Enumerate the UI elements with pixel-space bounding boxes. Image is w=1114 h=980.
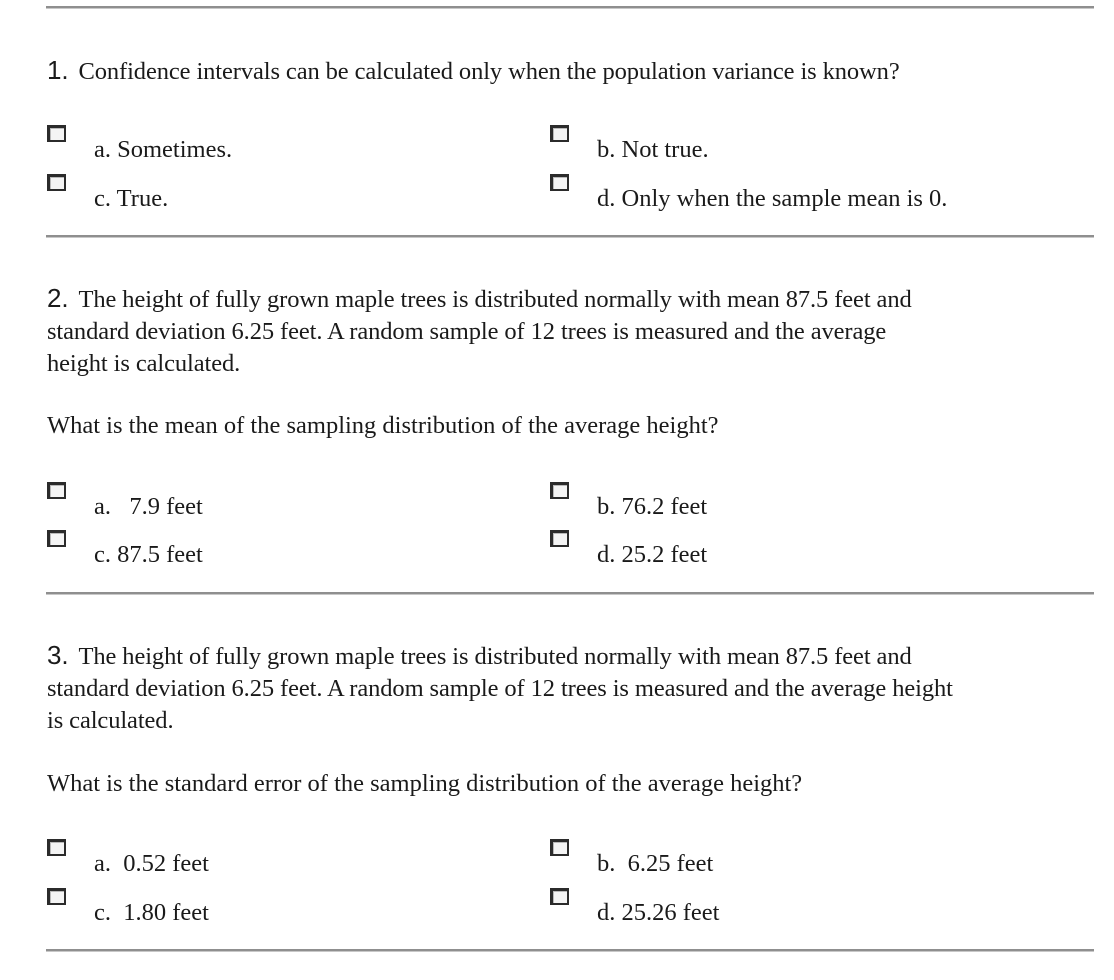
choice-label: a. Sometimes. <box>94 136 233 163</box>
checkbox[interactable] <box>47 174 66 191</box>
question-2-number: 2. <box>47 283 69 313</box>
checkbox[interactable] <box>550 888 569 905</box>
divider-1 <box>46 235 1094 238</box>
choice-label: d. 25.26 feet <box>597 899 720 926</box>
choice-label: a. 7.9 feet <box>94 493 203 520</box>
question-1-stem: Confidence intervals can be calculated only when the population variance is known? <box>78 58 900 85</box>
choice-label: b. Not true. <box>597 136 709 163</box>
question-3-line-2: standard deviation 6.25 feet. A random sample of 12 trees is measured and the average height <box>47 675 953 702</box>
checkbox[interactable] <box>47 125 66 142</box>
question-2-line-1: The height of fully grown maple trees is distributed normally with mean 87.5 feet and <box>78 286 912 313</box>
question-3-line-1: The height of fully grown maple trees is distributed normally with mean 87.5 feet and <box>78 643 912 670</box>
question-2-text <box>47 282 912 380</box>
choice-label: c. 1.80 feet <box>94 899 209 926</box>
top-divider <box>46 6 1094 9</box>
checkbox[interactable] <box>550 125 569 142</box>
question-3-number: 3. <box>47 640 69 670</box>
choice-label: d. Only when the sample mean is 0. <box>597 185 948 212</box>
question-2-line-3: height is calculated. <box>47 350 241 377</box>
divider-2 <box>46 592 1094 595</box>
checkbox[interactable] <box>550 839 569 856</box>
choice-label: c. 87.5 feet <box>94 541 203 568</box>
question-3-text <box>47 639 953 737</box>
choice-label: d. 25.2 feet <box>597 541 708 568</box>
checkbox[interactable] <box>47 839 66 856</box>
checkbox[interactable] <box>550 174 569 191</box>
question-2-prompt: What is the mean of the sampling distribution of the average height? <box>47 412 719 439</box>
question-1-number: 1. <box>47 55 69 85</box>
bottom-divider <box>46 949 1094 952</box>
checkbox[interactable] <box>550 482 569 499</box>
choice-label: b. 76.2 feet <box>597 493 708 520</box>
choice-label: a. 0.52 feet <box>94 850 209 877</box>
question-1-text <box>47 54 900 88</box>
question-3-prompt: What is the standard error of the sampling distribution of the average height? <box>47 770 803 797</box>
question-3-line-3: is calculated. <box>47 707 174 734</box>
checkbox[interactable] <box>47 482 66 499</box>
question-2-line-2: standard deviation 6.25 feet. A random sample of 12 trees is measured and the average <box>47 318 887 345</box>
checkbox[interactable] <box>47 888 66 905</box>
choice-label: c. True. <box>94 185 169 212</box>
choice-label: b. 6.25 feet <box>597 850 714 877</box>
checkbox[interactable] <box>47 530 66 547</box>
checkbox[interactable] <box>550 530 569 547</box>
